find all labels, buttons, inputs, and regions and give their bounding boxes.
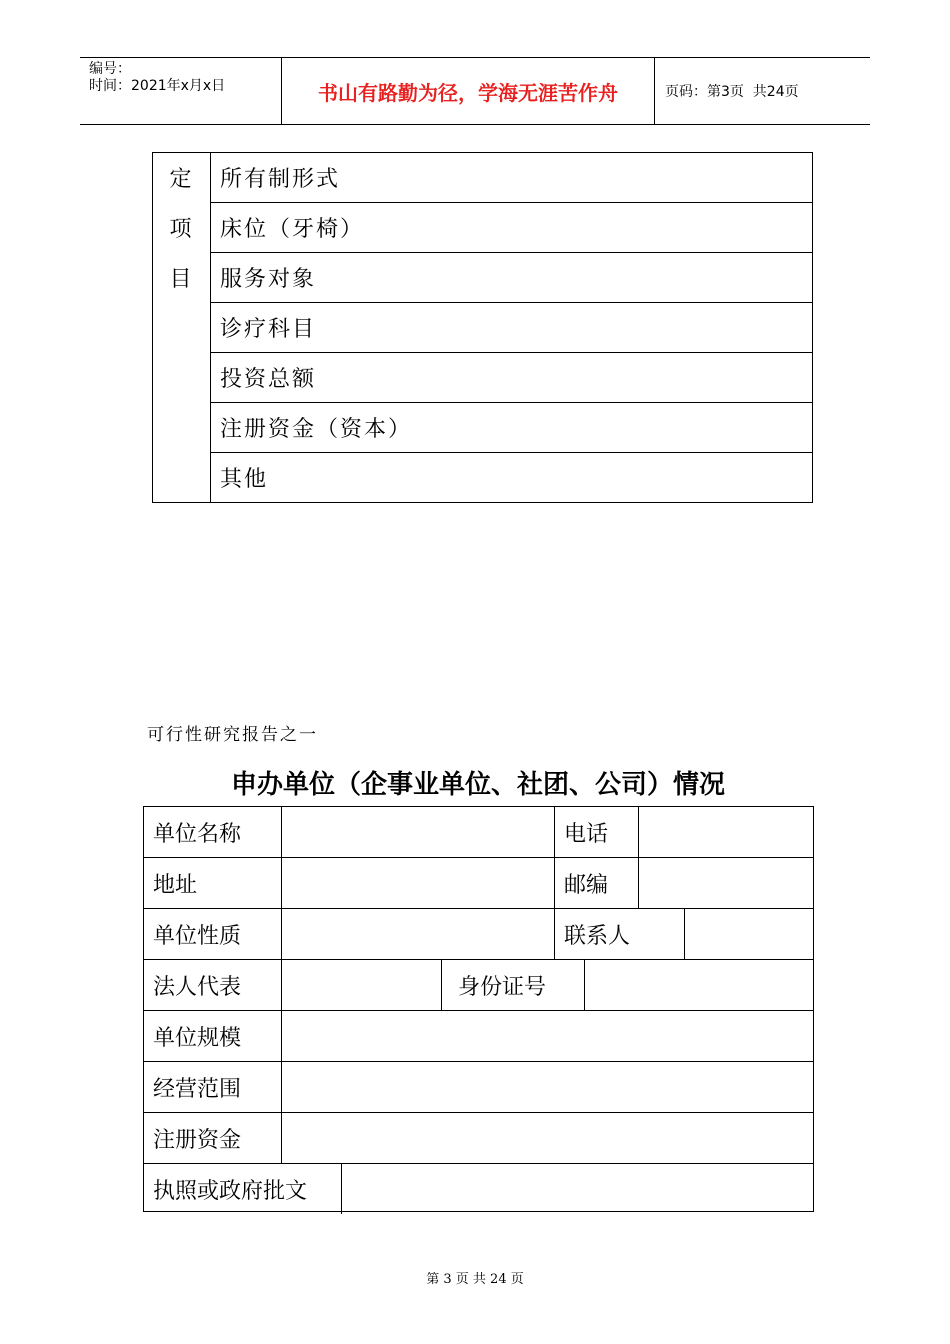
legal-rep-label: 法人代表 [153,974,242,1000]
section-title: 申办单位（企事业单位、社团、公司）情况 [230,770,725,800]
phone-label: 电话 [564,821,609,847]
page-header [80,57,870,125]
license-label: 执照或政府批文 [153,1178,308,1204]
id-number-label: 身份证号 [458,974,547,1000]
phone-value[interactable] [639,807,813,857]
table-row [144,807,813,858]
postcode-label: 邮编 [564,872,609,898]
unit-name-value[interactable] [282,807,554,857]
time-label: 时间：2021年x月x日 [89,78,226,94]
registered-capital-value[interactable] [282,1113,813,1163]
applicant-table [143,806,814,1212]
project-row-ownership: 所有制形式 [211,153,813,203]
footer-page-number: 第 3 页 共 24 页 [426,1272,524,1287]
table-row [144,858,813,909]
project-row-registered-capital: 注册资金（资本） [211,403,813,453]
header-page-info [665,58,870,124]
page-info-text: 页码：第3页 共24页 [665,84,799,100]
id-number-value[interactable] [585,960,813,1010]
side-label-char: 项 [169,217,194,242]
contact-value[interactable] [685,909,813,959]
project-table [152,152,813,503]
header-motto: 书山有路勤为径，学海无涯苦作舟 [282,58,655,124]
license-value[interactable] [342,1164,813,1214]
table-row [144,960,813,1011]
table-row [144,1113,813,1164]
project-row-investment: 投资总额 [211,353,813,403]
table-row [144,1011,813,1062]
table-row [144,909,813,960]
project-row-beds: 床位（牙椅） [211,203,813,253]
side-label-char: 定 [169,167,194,192]
project-row-departments: 诊疗科目 [211,303,813,353]
page-footer [0,1268,950,1287]
contact-label: 联系人 [564,923,631,949]
project-row-other: 其他 [211,453,813,503]
unit-scale-value[interactable] [282,1011,813,1061]
header-meta [80,58,282,124]
registered-capital-label: 注册资金 [153,1127,242,1153]
legal-rep-value[interactable] [282,960,441,1010]
business-scope-value[interactable] [282,1062,813,1112]
section-subtitle: 可行性研究报告之一 [147,725,318,745]
postcode-value[interactable] [639,858,813,908]
unit-name-label: 单位名称 [153,821,242,847]
table-row [144,1062,813,1113]
address-label: 地址 [153,872,198,898]
project-row-service-target: 服务对象 [211,253,813,303]
business-scope-label: 经营范围 [153,1076,242,1102]
address-value[interactable] [282,858,554,908]
table-row [144,1164,813,1215]
number-label: 编号： [89,61,131,77]
unit-nature-label: 单位性质 [153,923,242,949]
side-label-char: 目 [169,267,194,292]
unit-nature-value[interactable] [282,909,554,959]
side-label-cell [153,153,211,503]
unit-scale-label: 单位规模 [153,1025,242,1051]
